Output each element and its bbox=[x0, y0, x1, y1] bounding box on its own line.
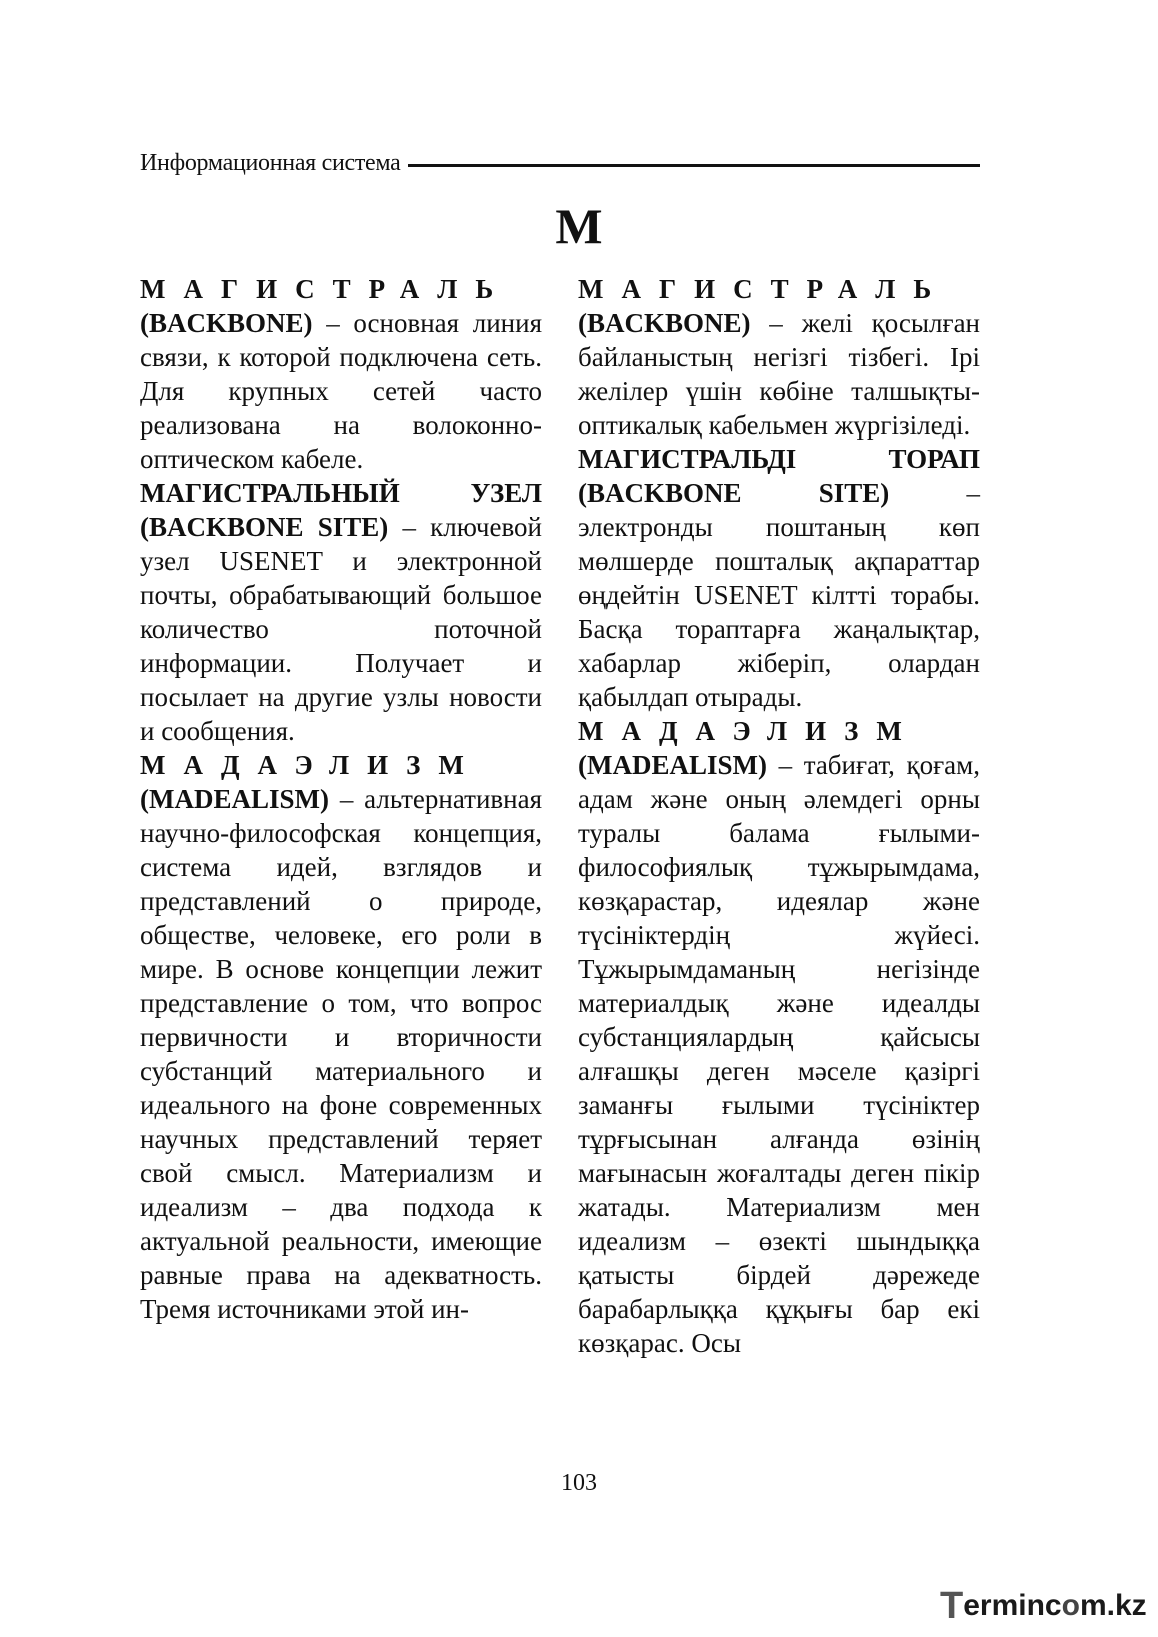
entry-definition: – основная линия связи, к которой подключена сеть. Для крупных сетей часто реализована на волоконно-оптическом кабеле. bbox=[140, 308, 542, 474]
section-letter: М bbox=[555, 198, 603, 254]
running-header bbox=[140, 146, 980, 180]
entry-term-en: (BACKBONE) bbox=[578, 308, 751, 338]
kazakh-column bbox=[578, 272, 980, 1360]
header-rule bbox=[408, 164, 980, 167]
entry-term: МАГИСТРАЛЬ bbox=[578, 274, 950, 304]
entry-term: МАГИСТРАЛЬДІ ТОРАП bbox=[578, 444, 980, 474]
dictionary-entry bbox=[578, 714, 980, 1360]
entry-definition: – ключевой узел USENET и электронной почты, обрабатывающий большое количество поточной информации. Получает и посылает на другие узлы новости и сообщения. bbox=[140, 512, 542, 746]
entry-term: МАДАЭЛИЗМ bbox=[578, 716, 920, 746]
entry-term: МАДАЭЛИЗМ bbox=[140, 750, 482, 780]
entry-term-en: (BACKBONE SITE) bbox=[578, 478, 890, 508]
entry-definition: – альтернативная научно-философская концепция, система идей, взглядов и представлений о природе, обществе, человеке, его роли в мире. В основе концепции лежит представление о том, что вопрос первичности и вторичности субстанций материального и идеального на фоне современных научных представлений теряет свой смысл. Материализм и идеализм – два подхода к актуальной реальности, имеющие равные права на адекватность. Тремя источниками этой ин- bbox=[140, 784, 542, 1324]
russian-column bbox=[140, 272, 542, 1326]
page-number: 103 bbox=[561, 1470, 597, 1496]
watermark-t: T bbox=[940, 1584, 964, 1627]
running-title: Информационная система bbox=[140, 149, 401, 176]
entry-term-en: (MADEALISM) bbox=[578, 750, 767, 780]
entry-definition: – табиғат, қоғам, адам және оның әлемдегі орны туралы балама ғылыми-философиялық тұжырымдама, көзқарастар, идеялар және түсініктердің жүйесі. Тұжырымдаманың негізінде материалдық және идеалды субстанциялардың қайсысы алғашқы деген мәселе қазіргі заманғы ғылыми түсініктер тұрғысынан алғанда өзінің мағынасын жоғалтады деген пікір жатады. Материализм мен идеализм – өзекті шындыққа қатысты бірдей дәрежеде барабарлыққа құқығы бар екі көзқарас. Осы bbox=[578, 750, 980, 1358]
dictionary-entry bbox=[140, 272, 542, 476]
entry-definition: – электронды поштаның көп мөлшерде пошталық ақпараттар өңдейтін USENET кілтті торабы. Басқа тораптарға жаңалықтар, хабарлар жіберіп, олардан қабылдап отырады. bbox=[578, 478, 980, 712]
dictionary-entry bbox=[140, 748, 542, 1326]
dictionary-entry bbox=[578, 442, 980, 714]
entry-term-en: (MADEALISM) bbox=[140, 784, 329, 814]
watermark-text: erminc bbox=[963, 1589, 1062, 1622]
termincom-watermark-logo bbox=[940, 1586, 1145, 1626]
entry-term-en: (BACKBONE) bbox=[140, 308, 313, 338]
entry-definition: – желі қосылған байланыстың негізгі тізбегі. Ірі желілер үшін көбіне талшықты-оптикалық кабельмен жүргізіледі. bbox=[578, 308, 980, 440]
watermark-text-end: m.kz bbox=[1079, 1589, 1147, 1622]
entry-term: МАГИСТРАЛЬ bbox=[140, 274, 512, 304]
dictionary-entry bbox=[140, 476, 542, 748]
entry-term: МАГИСТРАЛЬНЫЙ УЗЕЛ bbox=[140, 478, 542, 508]
dictionary-entry bbox=[578, 272, 980, 442]
watermark-o: o bbox=[1061, 1589, 1080, 1622]
entry-term-en: (BACKBONE SITE) bbox=[140, 512, 389, 542]
